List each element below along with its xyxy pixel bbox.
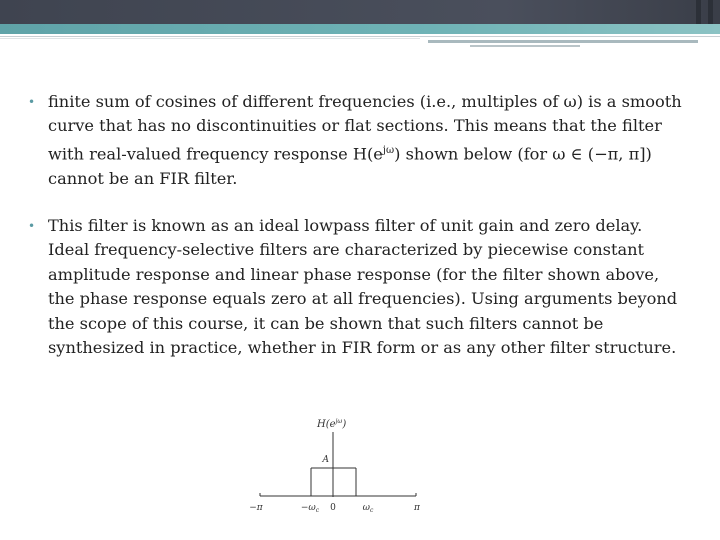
header-stripe	[696, 0, 701, 24]
bullet-line: the scope of this course, it can be shown that such filters cannot be	[48, 313, 604, 333]
bullet-dot: •	[28, 95, 36, 109]
header-accent-bar	[0, 24, 720, 34]
divider-line	[0, 36, 720, 37]
bullet-line-text: ) shown below (for ω ∈ (−π, π])	[394, 144, 652, 164]
header-bar	[0, 0, 720, 24]
tick-label-pi: π	[414, 503, 420, 513]
tick-label-omega-c: $\omega_c$	[362, 503, 374, 514]
bullet-line: Ideal frequency-selective filters are characterized by piecewise constant	[48, 240, 645, 260]
bullet-line-text: with real-valued frequency response H(e	[48, 144, 383, 164]
tick-label-zero: 0	[330, 503, 336, 513]
plot-title: $H(e^{j\omega})$	[317, 418, 347, 430]
bullet-line: This filter is known as an ideal lowpass filter of unit gain and zero delay.	[48, 216, 643, 236]
bullet-dot: •	[28, 219, 36, 234]
bullet-line	[48, 139, 720, 167]
frequency-response-plot	[244, 410, 434, 520]
bullet-line: amplitude response and linear phase response (for the filter shown above,	[48, 264, 660, 284]
tick-label-neg-pi: −π	[249, 503, 263, 513]
divider-accent	[470, 45, 580, 47]
lowpass-filter-figure	[244, 410, 434, 520]
bullet-line: cannot be an FIR filter.	[48, 168, 238, 188]
bullet-line: curve that has no discontinuities or flat sections. This means that the filter	[48, 116, 662, 136]
slide-body	[28, 90, 720, 360]
bullet-line: synthesized in practice, whether in FIR form or as any other filter structure.	[48, 338, 677, 358]
bullet-line: finite sum of cosines of different frequencies (i.e., multiples of ω) is a smooth	[48, 92, 682, 111]
divider-line	[0, 38, 420, 39]
superscript: jω	[382, 144, 395, 156]
bullet-line: the phase response equals zero at all frequencies). Using arguments beyond	[48, 289, 678, 309]
header-stripe	[708, 0, 713, 24]
divider-accent	[428, 40, 698, 43]
bullet-item	[28, 214, 720, 360]
tick-label-neg-omega-c: $-\omega_c$	[300, 503, 320, 514]
amplitude-label: A	[322, 455, 329, 465]
bullet-item	[28, 90, 720, 191]
